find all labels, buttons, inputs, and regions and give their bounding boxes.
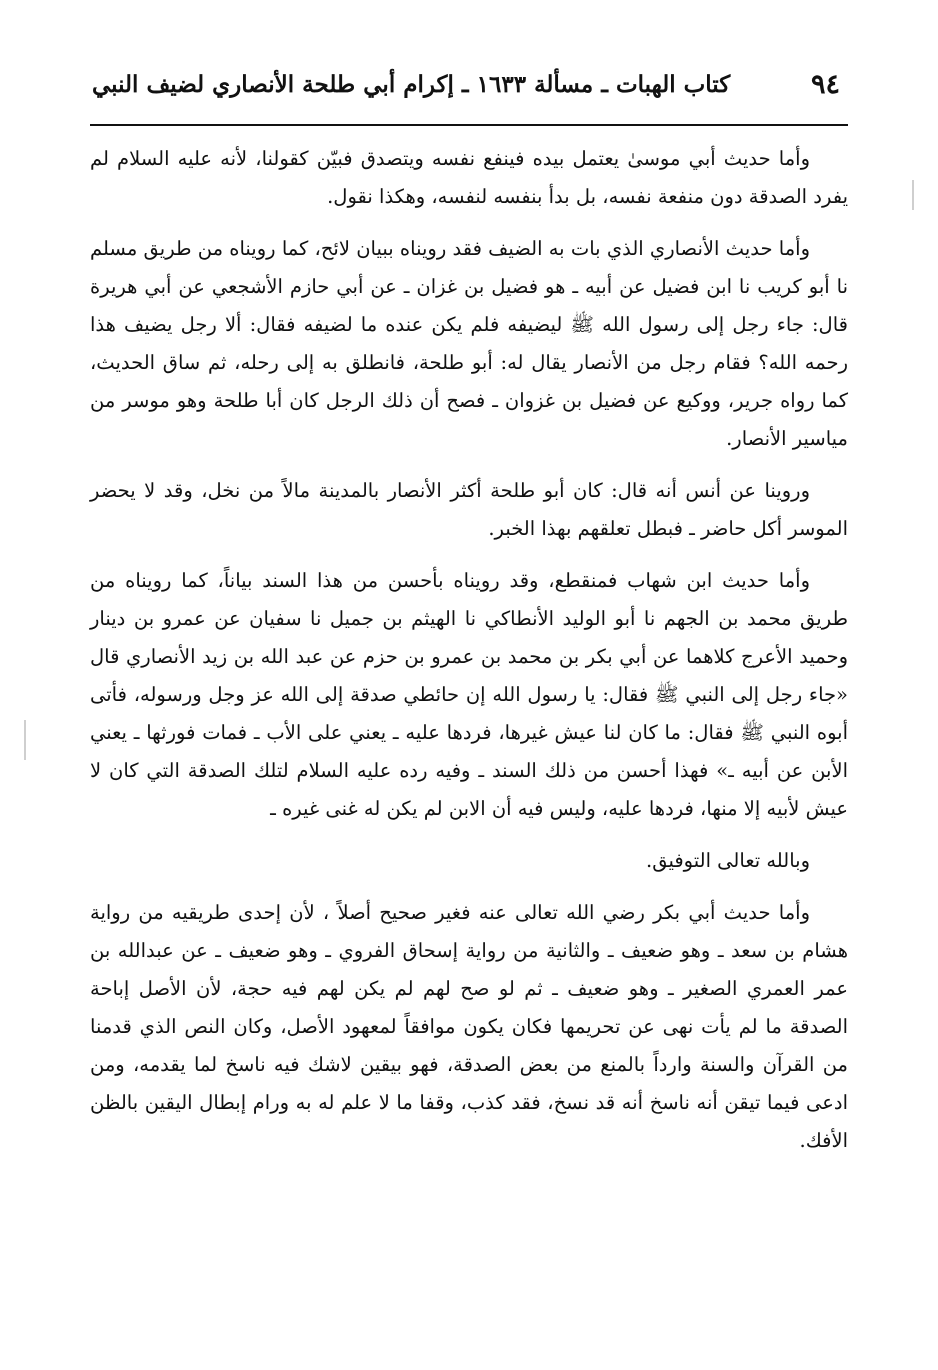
scan-edge-mark <box>24 720 26 760</box>
page-number: ٩٤ <box>810 68 840 100</box>
scan-edge-mark <box>912 180 914 210</box>
page-header <box>90 62 848 106</box>
paragraph-anas: وروينا عن أنس أنه قال: كان أبو طلحة أكثر الأنصار بالمدينة مالاً من نخل، وقد لا يحضر الموسر أكل حاضر ـ فبطل تعلقهم بهذا الخبر. <box>90 479 848 540</box>
book-page <box>90 0 848 1370</box>
running-title: كتاب الهبات ـ مسألة ١٦٣٣ ـ إكرام أبي طلحة الأنصاري لضيف النبي <box>92 70 731 98</box>
paragraph-ibn-shihab: وأما حديث ابن شهاب فمنقطع، وقد رويناه بأحسن من هذا السند بياناً، كما رويناه من طريق محمد بن الجهم نا أبو الوليد الأنطاكي نا الهيثم بن جميل نا سفيان عن عمرو بن دينار وحميد الأعرج كلاهما عن أبي بكر بن محمد بن عمرو بن حزم عن عبد الله بن زيد الأنصاري قال «جاء رجل إلى النبي ﷺ فقال: يا رسول الله إن حائطي صدقة إلى الله عز وجل ورسوله، فأتى أبوه النبي ﷺ فقال: ما كان لنا عيش غيرها، فردها عليه ـ يعني على الأب ـ فمات فورثها ـ يعني الأبن عن أبيه ـ» فهذا أحسن من ذلك السند ـ وفيه رده عليه السلام لتلك الصدقة التي كان لا عيش لأبيه إلا منها، فردها عليه، وليس فيه أن الابن لم يكن له غنى غيره ـ <box>90 569 848 820</box>
paragraph-ansari-guest: وأما حديث الأنصاري الذي بات به الضيف فقد رويناه ببيان لائح، كما رويناه من طريق مسلم نا أبو كريب نا ابن فضيل عن أبيه ـ هو فضيل بن غزان ـ عن أبي حازم الأشجعي عن أبي هريرة قال: جاء رجل إلى رسول الله ﷺ ليضيفه فلم يكن عنده ما لضيفه فقال: ألا رجل يضيف هذا رحمه الله؟ فقام رجل من الأنصار يقال له: أبو طلحة، فانطلق به إلى رحله، ثم ساق الحديث، كما رواه جرير، ووكيع عن فضيل بن غزوان ـ فصح أن ذلك الرجل كان أبا طلحة وهو موسر من مياسير الأنصار. <box>90 237 848 450</box>
paragraph-tawfiq: وبالله تعالى التوفيق. <box>646 849 810 872</box>
paragraph-abu-musa: وأما حديث أبي موسىٰ يعتمل بيده فينفع نفسه ويتصدق فبيّن كقولنا، لأنه عليه السلام لم يفرد الصدقة دون منفعة نفسه، بل بدأ بنفسه لنفسه، وهكذا نقول. <box>90 147 848 208</box>
body-text <box>90 140 848 1160</box>
paragraph-abu-bakr: وأما حديث أبي بكر رضي الله تعالى عنه فغير صحيح أصلاً ، لأن إحدى طريقيه من رواية هشام بن سعد ـ وهو ضعيف ـ والثانية من رواية إسحاق الفروي ـ وهو ضعيف ـ عن عبدالله بن عمر العمري الصغير ـ وهو ضعيف ـ ثم لو صح لهم لم يكن لهم فيه حجة، لأن الأصل إباحة الصدقة ما لم يأت نهى عن تحريمها فكان يكون موافقاً لمعهود الأصل، وكان النص الذي قدمنا من القرآن والسنة وارداً بالمنع من بعض الصدقة، فهو بيقين لاشك فيه ناسخ لما يقدمه، ومن ادعى فيما تيقن أنه ناسخ أنه قد نسخ، فقد كذب، وقفا ما لا علم له به ورام إبطال اليقين بالظن الأفك. <box>90 901 848 1152</box>
header-rule <box>90 124 848 126</box>
